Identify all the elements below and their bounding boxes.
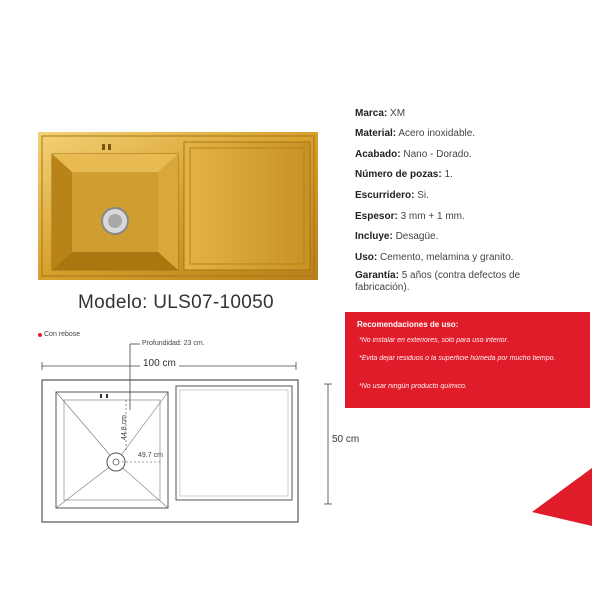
spec-label: Garantía: bbox=[355, 270, 399, 281]
spec-value: Cemento, melamina y granito. bbox=[380, 252, 514, 263]
spec-label: Acabado: bbox=[355, 149, 401, 160]
spec-value: 3 mm + 1 mm. bbox=[400, 211, 465, 222]
model-title: Modelo: ULS07-10050 bbox=[78, 292, 274, 313]
width-dimension: 100 cm bbox=[140, 358, 179, 369]
spec-finish bbox=[355, 149, 472, 161]
depth-label: Profundidad: 23 cm. bbox=[142, 340, 205, 347]
spec-drainboard bbox=[355, 190, 429, 202]
spec-label: Espesor: bbox=[355, 211, 398, 222]
spec-brand bbox=[355, 108, 405, 120]
height-dimension: 50 cm bbox=[332, 434, 360, 445]
spec-value: XM bbox=[390, 108, 406, 119]
spec-label: Uso: bbox=[355, 252, 378, 263]
bowl-depth-dimension: 44.8 cm bbox=[120, 415, 128, 440]
bowl-width-dimension: 49.7 cm bbox=[138, 452, 163, 459]
recommendation-item: *No instalar en exteriores, solo para uso interior. bbox=[359, 337, 509, 344]
diagram-drawing bbox=[36, 328, 356, 528]
spec-material bbox=[355, 128, 475, 140]
technical-diagram bbox=[36, 328, 360, 528]
spec-value: Si. bbox=[417, 190, 429, 201]
spec-bowls bbox=[355, 169, 453, 181]
recommendation-item: *No usar ningún producto químico. bbox=[359, 383, 467, 390]
spec-thickness bbox=[355, 211, 465, 223]
spec-value: Nano - Dorado. bbox=[403, 149, 472, 160]
spec-value: Acero inoxidable. bbox=[398, 128, 476, 139]
decorative-corner-triangle bbox=[532, 468, 592, 526]
recommendations-title: Recomendaciones de uso: bbox=[357, 320, 459, 329]
spec-value: Desagüe. bbox=[395, 231, 439, 242]
spec-label: Marca: bbox=[355, 108, 388, 119]
recommendations-box bbox=[345, 312, 590, 408]
spec-use bbox=[355, 252, 513, 264]
spec-label: Número de pozas: bbox=[355, 169, 442, 180]
spec-label: Material: bbox=[355, 128, 397, 139]
spec-label: Incluye: bbox=[355, 231, 393, 242]
spec-value: 1. bbox=[444, 169, 453, 180]
spec-label: Escurridero: bbox=[355, 190, 415, 201]
overflow-label: Con rebose bbox=[44, 331, 81, 338]
sink-product-photo bbox=[38, 132, 318, 280]
spec-includes bbox=[355, 231, 438, 243]
recommendation-item: *Evita dejar residuos o la superficie húmeda por mucho tiempo. bbox=[359, 355, 556, 362]
spec-warranty bbox=[355, 270, 555, 294]
spec-value: 5 años (contra defectos de fabricación). bbox=[355, 270, 521, 293]
